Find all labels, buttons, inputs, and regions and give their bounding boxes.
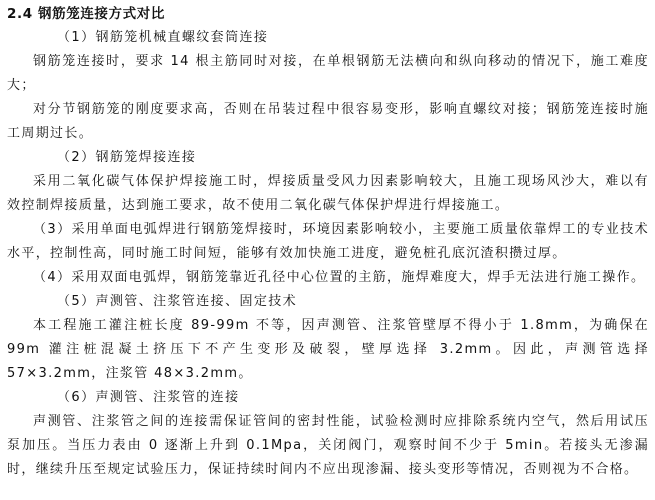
body-paragraph: 采用二氧化碳气体保护焊接施工时，焊接质量受风力因素影响较大，且施工现场风沙大，难以有效控制焊接质量，达到施工要求，故不使用二氧化碳气体保护焊进行焊接施工。 [7,174,649,213]
body-paragraph: 对分节钢筋笼的刚度要求高，否则在吊装过程中很容易变形，影响直螺纹对接；钢筋笼连接时施工周期过长。 [7,102,649,141]
section-heading: 2.4 钢筋笼连接方式对比 [7,6,165,22]
subsection-heading: （5）声测管、注浆管连接、固定技术 [57,294,298,309]
subsection-heading: （2）钢筋笼焊接连接 [57,150,197,165]
body-paragraph: 本工程施工灌注桩长度 89-99m 不等，因声测管、注浆管壁厚不得小于 1.8mm，为确保在 99m 灌注桩混凝土挤压下不产生变形及破裂，壁厚选择 3.2mm。因此，声测管选择 57×3.2mm，注浆管 48×3.2mm。 [7,318,649,381]
body-paragraph: 声测管、注浆管之间的连接需保证管间的密封性能，试验检测时应排除系统内空气，然后用试压泵加压。当压力表由 0 逐渐上升到 0.1Mpa，关闭阀门，观察时间不少于 5min。若接头无渗漏时，继续升压至规定试验压力，保证持续时间内不应出现渗漏、接头变形等情况，否则视为不合格。 [7,414,649,477]
body-paragraph: 钢筋笼连接时，要求 14 根主筋同时对接，在单根钢筋无法横向和纵向移动的情况下，施工难度大； [7,54,649,93]
subsection-heading: （1）钢筋笼机械直螺纹套筒连接 [57,30,269,45]
section-body [7,26,649,482]
subsection-heading: （6）声测管、注浆管的连接 [57,390,240,405]
body-paragraph: （4）采用双面电弧焊，钢筋笼靠近孔径中心位置的主筋，施焊难度大，焊手无法进行施工操作。 [33,270,646,285]
body-paragraph: （3）采用单面电弧焊进行钢筋笼焊接时，环境因素影响较小，主要施工质量依靠焊工的专业技术水平，控制性高，同时施工时间短，能够有效加快施工进度，避免桩孔底沉渣积攒过厚。 [7,222,649,261]
